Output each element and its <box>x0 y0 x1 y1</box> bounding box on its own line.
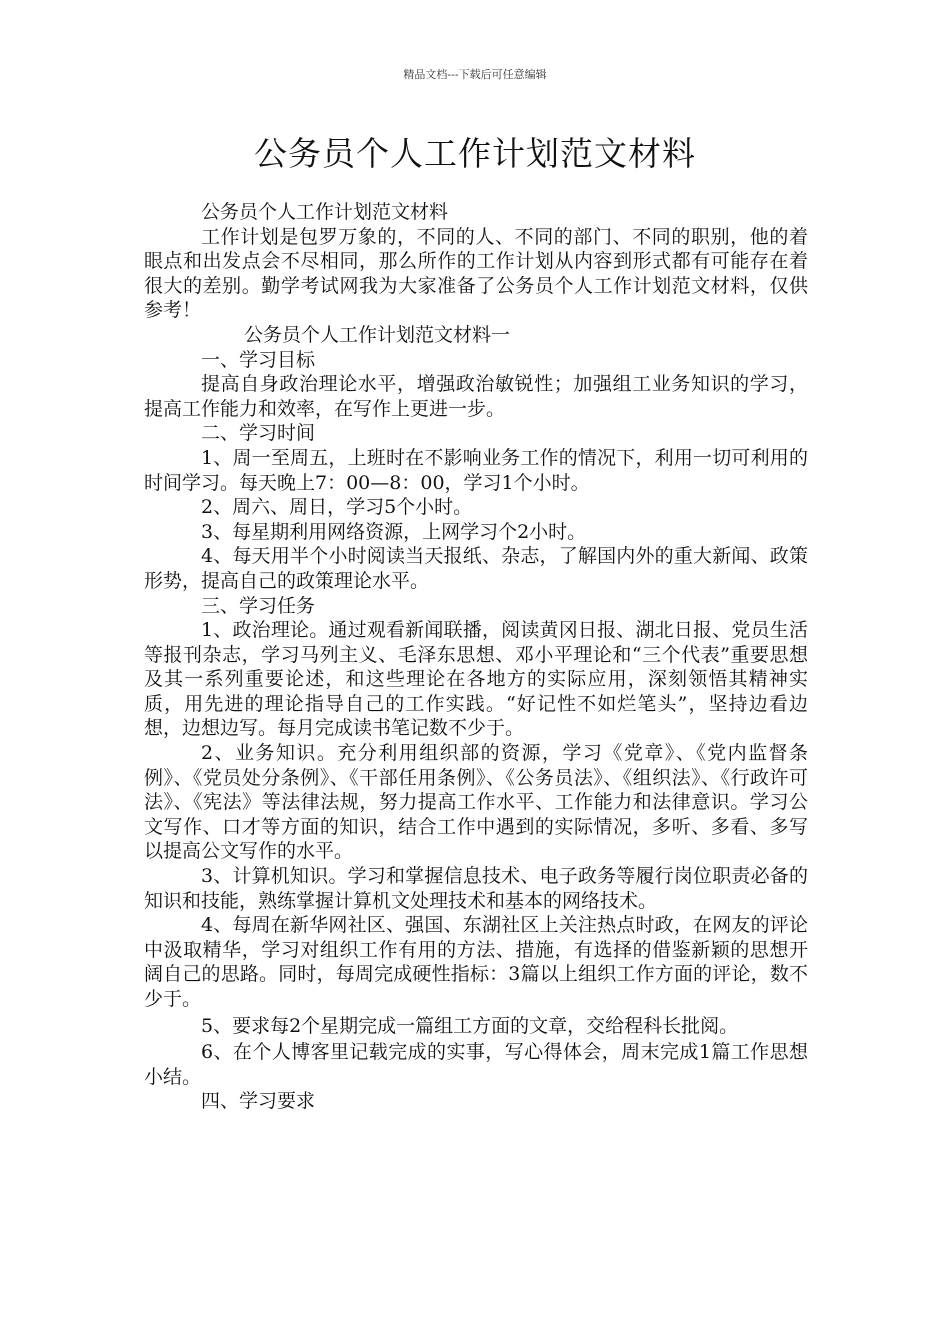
section-heading-sample-one: 公务员个人工作计划范文材料一 <box>244 323 511 346</box>
section-heading-goal: 一、学习目标 <box>201 348 316 371</box>
section-heading-time: 二、学习时间 <box>201 422 316 445</box>
list-item-task-2: 2、业务知识。充分利用组织部的资源，学习《党章》、《党内监督条例》、《党员处分条例》、《干部任用条例》、《公务员法》、《组织法》、《行政许可法》、《宪法》等法律法规，努力提高工作水平、工作能力和法律意识。学习公文写作、口才等方面的知识，结合工作中遇到的实际情况，多听、多看、多写以提高公文写作的水平。 <box>144 742 808 863</box>
document-body <box>144 200 808 1114</box>
list-item-task-6: 6、在个人博客里记载完成的实事，写心得体会，周末完成1篇工作思想小结。 <box>144 1041 808 1088</box>
list-item-time-2: 2、周六、周日，学习5个小时。 <box>201 496 473 519</box>
list-item-task-5: 5、要求每2个星期完成一篇组工方面的文章，交给程科长批阅。 <box>201 1014 739 1037</box>
section-heading-requirements: 四、学习要求 <box>201 1090 316 1113</box>
section-heading-tasks: 三、学习任务 <box>201 594 316 617</box>
list-item-time-4: 4、每天用半个小时阅读当天报纸、杂志，了解国内外的重大新闻、政策形势，提高自己的政策理论水平。 <box>144 545 808 592</box>
list-item-task-1: 1、政治理论。通过观看新闻联播，阅读黄冈日报、湖北日报、党员生活等报刊杂志，学习马列主义、毛泽东思想、邓小平理论和“三个代表”重要思想及其一系列重要论述，和这些理论在各地方的实际应用，深刻领悟其精神实质，用先进的理论指导自己的工作实践。“好记性不如烂笔头”，坚持边看边想，边想边写。每月完成读书笔记数不少于。 <box>144 619 808 740</box>
list-item-time-3: 3、每星期利用网络资源，上网学习个2小时。 <box>201 520 587 543</box>
document-title: 公务员个人工作计划范文材料 <box>254 134 696 173</box>
paragraph-subtitle: 公务员个人工作计划范文材料 <box>201 201 449 223</box>
paragraph-goal: 提高自身政治理论水平，增强政治敏锐性；加强组工业务知识的学习，提高工作能力和效率，在写作上更进一步。 <box>144 373 808 420</box>
list-item-time-1: 1、周一至周五，上班时在不影响业务工作的情况下，利用一切可利用的时间学习。每天晚上7：00—8：00，学习1个小时。 <box>144 446 808 494</box>
list-item-task-3: 3、计算机知识。学习和掌握信息技术、电子政务等履行岗位职责必备的知识和技能，熟练掌握计算机文处理技术和基本的网络技术。 <box>144 865 808 912</box>
list-item-task-4: 4、每周在新华网社区、强国、东湖社区上关注热点时政，在网友的评论中汲取精华，学习对组织工作有用的方法、措施，有选择的借鉴新颖的思想开阔自己的思路。同时，每周完成硬性指标：3篇以上组织工作方面的评论，数不少于。 <box>144 914 808 1010</box>
header-note: 精品文档---下载后可任意编辑 <box>403 68 547 81</box>
paragraph-intro: 工作计划是包罗万象的，不同的人、不同的部门、不同的职别，他的着眼点和出发点会不尽相同，那么所作的工作计划从内容到形式都有可能存在着很大的差别。勤学考试网我为大家准备了公务员个人工作计划范文材料，仅供参考！ <box>144 225 808 322</box>
